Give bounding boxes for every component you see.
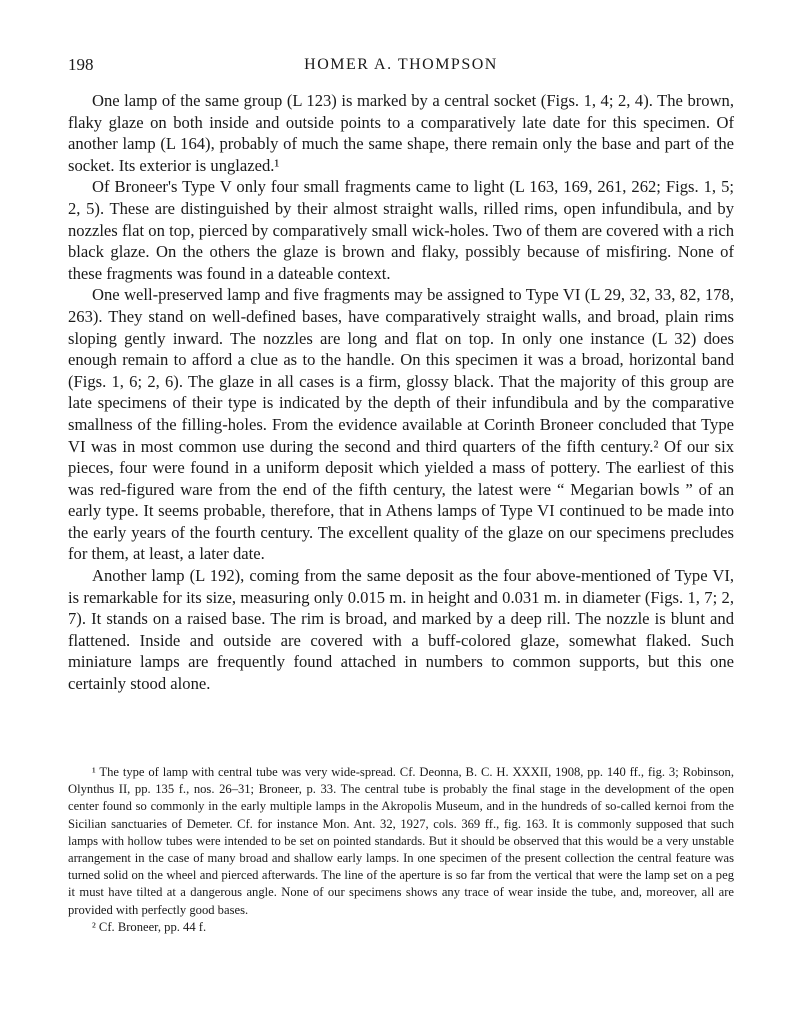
body-text — [68, 90, 734, 695]
footnotes — [68, 764, 734, 936]
footnote-1: ¹ The type of lamp with central tube was very wide-spread. Cf. Deonna, B. C. H. XXXII, 1908, pp. 140 ff., fig. 3; Robinson, Olynthus II, pp. 135 f., nos. 26–31; Broneer, p. 33. The central tube is probably the final stage in the development of the open center found so commonly in the early multiple lamps in the Akropolis Museum, and in the hundreds of so-called kernoi from the Sicilian sanctuaries of Demeter. Cf. for instance Mon. Ant. 32, 1927, cols. 369 ff., fig. 163. It is commonly supposed that such lamps with hollow tubes were intended to be set on pointed standards. But it should be observed that this would be a very unstable arrangement in the case of many broad and shallow early lamps. In one specimen of the present collection the central feature was turned solid on the wheel and pierced afterwards. The line of the aperture is so far from the vertical that were the lamp set on a peg it must have tilted at a dangerous angle. None of our specimens shows any trace of wear inside the tube, and, moreover, all are provided with perfectly good bases. — [68, 765, 734, 917]
paragraph-type-vi: One well-preserved lamp and five fragments may be assigned to Type VI (L 29, 32, 33, 82, 178, 263). They stand on well-defined bases, have comparatively straight walls, and broad, plain rims sloping gently inward. The nozzles are long and flat on top. In only one instance (L 32) does enough remain to afford a clue as to the handle. On this specimen it was a broad, horizontal band (Figs. 1, 6; 2, 6). The glaze in all cases is a firm, glossy black. That the majority of this group are late specimens of their type is indicated by the depth of their infundibula and by the comparative smallness of the filling-holes. From the evidence available at Corinth Broneer concluded that Type VI was in most common use during the second and third quarters of the fifth century.² Of our six pieces, four were found in a uniform deposit which yielded a mass of pottery. The earliest of this was red-figured ware from the end of the fifth century, the latest were “ Megarian bowls ” of an early type. It seems probable, therefore, that in Athens lamps of Type VI continued to be made into the early years of the fourth century. The excellent quality of the glaze on our specimens precludes for them, at least, a later date. — [68, 285, 734, 564]
footnote-2: ² Cf. Broneer, pp. 44 f. — [92, 919, 207, 934]
paragraph-lamp-l192: Another lamp (L 192), coming from the same deposit as the four above-mentioned of Type VI, is remarkable for its size, measuring only 0.015 m. in height and 0.031 m. in diameter (Figs. 1, 7; 2, 7). It stands on a raised base. The rim is broad, and marked by a deep rill. The nozzle is blunt and flattened. Inside and outside are covered with a buff-colored glaze, somewhat flaked. Such miniature lamps are frequently found attached in numbers to common supports, but this one certainly stood alone. — [68, 566, 734, 694]
paragraph-type-v: Of Broneer's Type V only four small fragments came to light (L 163, 169, 261, 262; Figs. 1, 5; 2, 5). These are distinguished by their almost straight walls, rilled rims, open infundibula, and by nozzles flat on top, pierced by comparatively small wick-holes. Two of them are covered with a rich black glaze. On the others the glaze is brown and flaky, possibly because of misfiring. None of these fragments was found in a dateable context. — [68, 177, 734, 283]
page-header — [68, 55, 734, 79]
paragraph-lamp-l123: One lamp of the same group (L 123) is marked by a central socket (Figs. 1, 4; 2, 4). The brown, flaky glaze on both inside and outside points to a comparatively late date for this specimen. Of another lamp (L 164), probably of much the same shape, there remain only the base and part of the socket. Its exterior is unglazed.¹ — [68, 91, 734, 175]
running-head: HOMER A. THOMPSON — [304, 56, 498, 73]
page-number: 198 — [68, 55, 94, 74]
